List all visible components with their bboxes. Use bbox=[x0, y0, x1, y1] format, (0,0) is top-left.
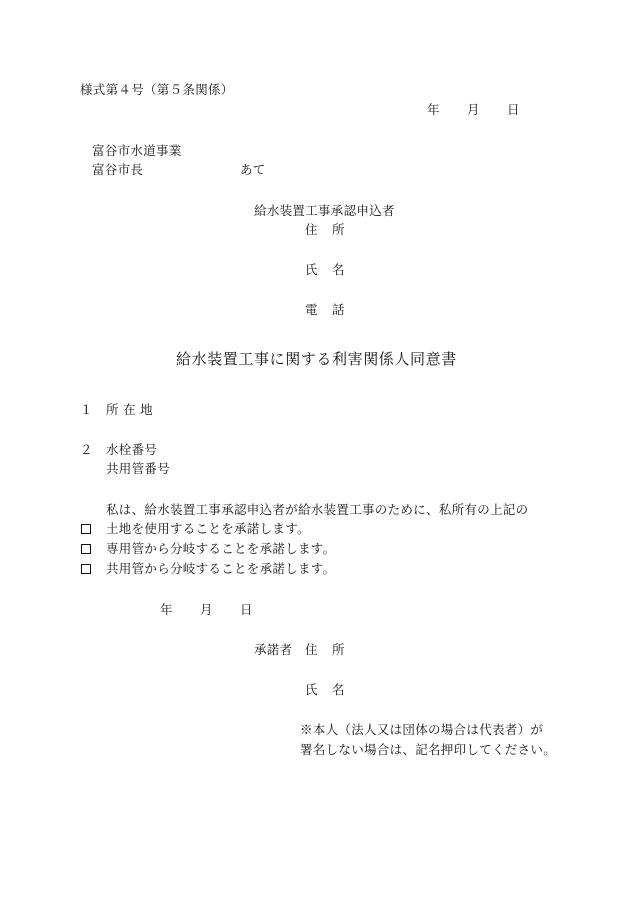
applicant-phone-label-1: 電 bbox=[305, 302, 318, 317]
applicant-heading: 給水装置工事承認申込者 bbox=[254, 203, 395, 218]
applicant-phone-label-2: 話 bbox=[332, 302, 345, 317]
consent-intro: 私は、給水装置工事承認申込者が給水装置工事のために、私所有の上記の bbox=[106, 502, 529, 517]
consent-date-month: 月 bbox=[200, 602, 213, 617]
form-number: 様式第４号（第５条関係） bbox=[80, 82, 234, 97]
header-date-day: 日 bbox=[507, 102, 520, 117]
consent-date-year: 年 bbox=[160, 602, 173, 617]
consent-date-day: 日 bbox=[240, 602, 253, 617]
addressee-title: 富谷市長 bbox=[92, 162, 144, 177]
applicant-address-label-2: 所 bbox=[332, 222, 345, 237]
item-2-sub-label: 共用管番号 bbox=[106, 461, 171, 476]
consenter-name-label-2: 名 bbox=[332, 682, 345, 697]
header-date-year: 年 bbox=[427, 102, 440, 117]
applicant-name-label-2: 名 bbox=[332, 262, 345, 277]
consenter-label: 承諾者 bbox=[254, 642, 293, 657]
header-date-month: 月 bbox=[467, 102, 480, 117]
item-1-label: 所 在 地 bbox=[106, 402, 153, 417]
applicant-address-label-1: 住 bbox=[305, 222, 318, 237]
signature-note-line-1: ※本人（法人又は団体の場合は代表者）が bbox=[300, 722, 544, 737]
consenter-address-label-2: 所 bbox=[332, 642, 345, 657]
item-2-number: ２ bbox=[80, 442, 93, 457]
consent-option-1-checkbox[interactable] bbox=[81, 524, 91, 534]
consent-option-1-label: 土地を使用することを承諾します。 bbox=[106, 521, 310, 536]
item-2-label: 水栓番号 bbox=[106, 442, 158, 457]
signature-note-line-2: 署名しない場合は、記名押印してください。 bbox=[300, 742, 557, 757]
consent-option-3-label: 共用管から分岐することを承諾します。 bbox=[106, 561, 336, 576]
consent-option-2-label: 専用管から分岐することを承諾します。 bbox=[106, 541, 336, 556]
consent-option-3-checkbox[interactable] bbox=[81, 564, 91, 574]
addressee-org: 富谷市水道事業 bbox=[92, 143, 182, 158]
item-1-number: １ bbox=[80, 402, 93, 417]
addressee-suffix: あて bbox=[240, 162, 266, 177]
applicant-name-label-1: 氏 bbox=[305, 262, 318, 277]
consent-option-2-checkbox[interactable] bbox=[81, 544, 91, 554]
document-title: 給水装置工事に関する利害関係人同意書 bbox=[176, 350, 457, 368]
consenter-address-label-1: 住 bbox=[305, 642, 318, 657]
consenter-name-label-1: 氏 bbox=[305, 682, 318, 697]
